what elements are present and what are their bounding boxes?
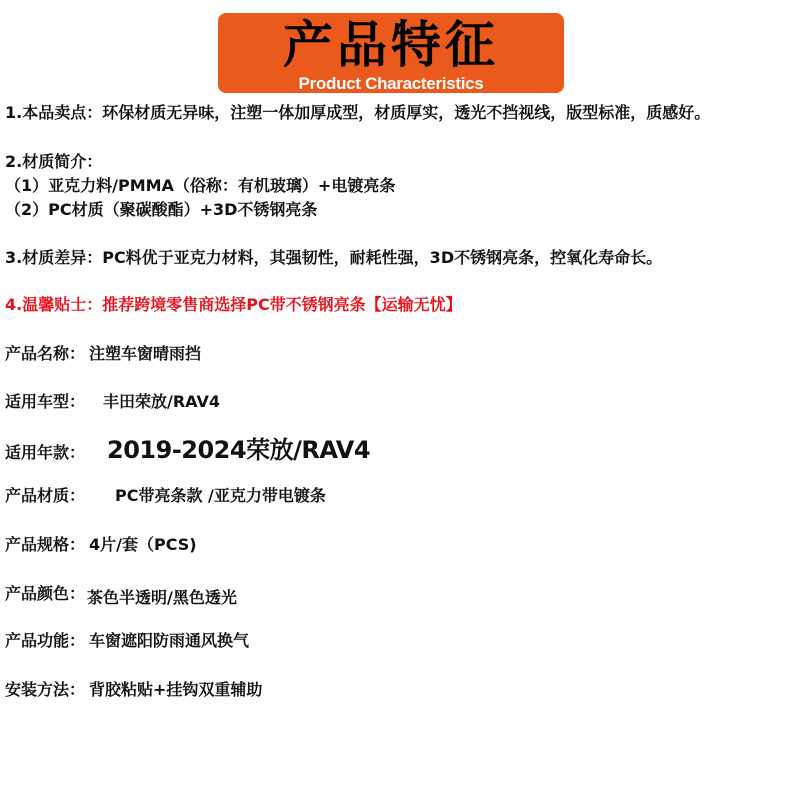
tip-text: 4.温馨贴士：推荐跨境零售商选择PC带不锈钢亮条【运输无忧】 (5, 295, 462, 314)
spec-label: 产品规格： (5, 535, 86, 554)
spec-label: 产品功能： (5, 631, 86, 650)
material-option-2: （2）PC材质（聚碳酸酯）+3D不锈钢亮条 (5, 200, 318, 219)
header-banner (218, 13, 564, 93)
selling-point-text: 1.本品卖点：环保材质无异味，注塑一体加厚成型，材质厚实，透光不挡视线，版型标准，质感好。 (5, 103, 711, 122)
spec-value: PC带亮条款 /亚克力带电镀条 (115, 486, 326, 505)
spec-value: 背胶粘贴+挂钩双重辅助 (89, 680, 263, 699)
spec-row-install (5, 680, 262, 700)
spec-value: 丰田荣放/RAV4 (103, 392, 220, 411)
spec-label: 产品颜色： (5, 584, 86, 603)
spec-row-model (5, 392, 220, 412)
spec-label: 产品材质： (5, 486, 86, 505)
spec-label: 安装方法： (5, 680, 86, 699)
spec-label: 适用年款： (5, 443, 86, 462)
spec-row-function (5, 631, 249, 651)
spec-value: 2019-2024荣放/RAV4 (107, 436, 371, 464)
spec-label: 产品名称： (5, 344, 86, 363)
header-subtitle: Product Characteristics (298, 74, 484, 93)
material-difference-text: 3.材质差异：PC料优于亚克力材料，其强韧性，耐耗性强，3D不锈钢亮条，控氧化寿命长。 (5, 248, 663, 267)
spec-row-spec (5, 535, 197, 555)
header-title: 产品特征 (283, 16, 499, 74)
spec-label: 适用车型： (5, 392, 86, 411)
spec-value: 4片/套（PCS) (89, 535, 197, 554)
spec-value: 车窗遮阳防雨通风换气 (89, 631, 250, 650)
material-heading: 2.材质简介： (5, 152, 103, 171)
spec-value: 茶色半透明/黑色透光 (87, 588, 237, 607)
spec-value: 注塑车窗晴雨挡 (89, 344, 202, 363)
spec-row-color (5, 584, 237, 607)
spec-row-name (5, 344, 201, 364)
spec-row-material (5, 486, 326, 506)
material-option-1: （1）亚克力料/PMMA（俗称：有机玻璃）+电镀亮条 (5, 176, 396, 195)
spec-row-year (5, 436, 370, 467)
